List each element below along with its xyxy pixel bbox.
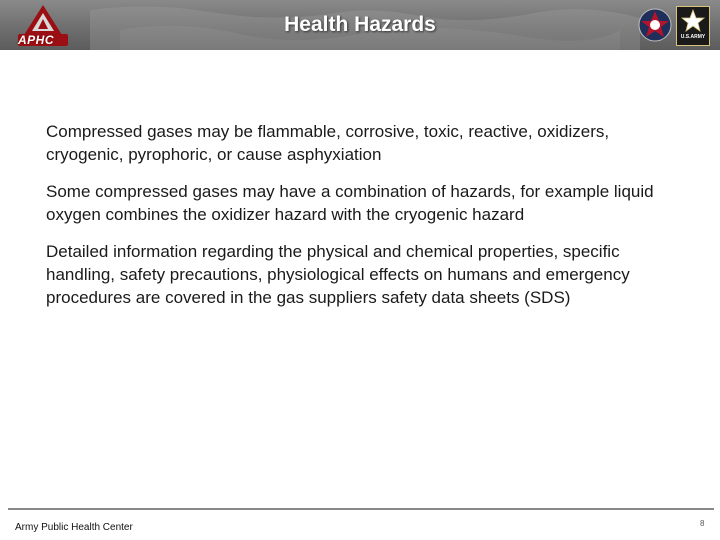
aphc-logo-text: APHC <box>18 33 55 47</box>
header-bar <box>0 0 720 50</box>
paragraph-sds-information: Detailed information regarding the physical and chemical properties, specific handling, safety precautions, physiological effects on humans and emergency procedures are covered in the gas suppliers safety data sheets (SDS) <box>46 242 630 307</box>
page-number: 8 <box>700 519 705 528</box>
slide-body <box>46 120 686 323</box>
us-army-logo <box>676 6 710 46</box>
paragraph-hazard-types: Compressed gases may be flammable, corrosive, toxic, reactive, oxidizers, cryogenic, pyrophoric, or cause asphyxiation <box>46 122 610 164</box>
footer-organization: Army Public Health Center <box>15 522 133 533</box>
army-logo-text: U.S.ARMY <box>680 34 706 40</box>
footer-divider <box>8 508 714 510</box>
army-star-icon <box>677 7 709 33</box>
medical-command-seal-icon <box>638 8 672 42</box>
paragraph-combination-hazards: Some compressed gases may have a combination of hazards, for example liquid oxygen combines the oxidizer hazard with the cryogenic hazard <box>46 182 654 224</box>
slide-title: Health Hazards <box>284 13 436 36</box>
